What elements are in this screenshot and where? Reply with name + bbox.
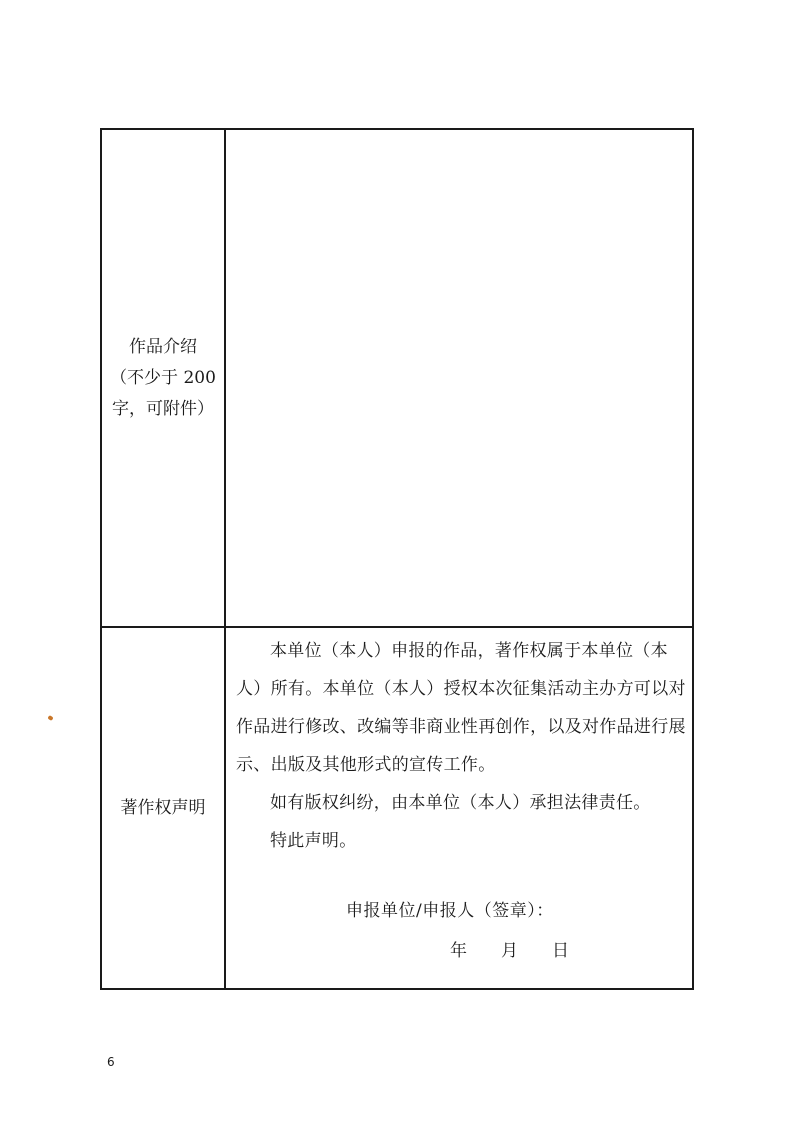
closing-statement: 特此声明。 [270,831,357,851]
copyright-label: 著作权声明 [120,798,206,818]
intro-label-cell [102,130,224,626]
copyright-label-cell [102,627,224,990]
page-number: 6 [107,1055,115,1069]
date-line [450,936,569,961]
intro-label-line-1: 作品介绍 [129,336,197,357]
copyright-statement: 本单位（本人）申报的作品，著作权属于本单位（本人）所有。本单位（本人）授权本次征集活动主办方可以对作品进行修改、改编等非商业性再创作，以及对作品进行展示、出版及其他形式的宣传工作。 [236,641,686,775]
intro-label-line-3: 字，可附件） [112,398,214,419]
signer-line: 申报单位/申报人（签章）： [346,901,554,921]
date-day-label: 日 [552,941,569,961]
intro-label-line-2: （不少于 200 [110,367,216,388]
intro-content-field[interactable] [226,130,692,626]
submission-form-table [100,128,694,990]
scan-speck [47,715,53,721]
date-month-label: 月 [501,941,518,961]
date-year-label: 年 [450,941,467,961]
dispute-statement: 如有版权纠纷，由本单位（本人）承担法律责任。 [270,793,651,813]
